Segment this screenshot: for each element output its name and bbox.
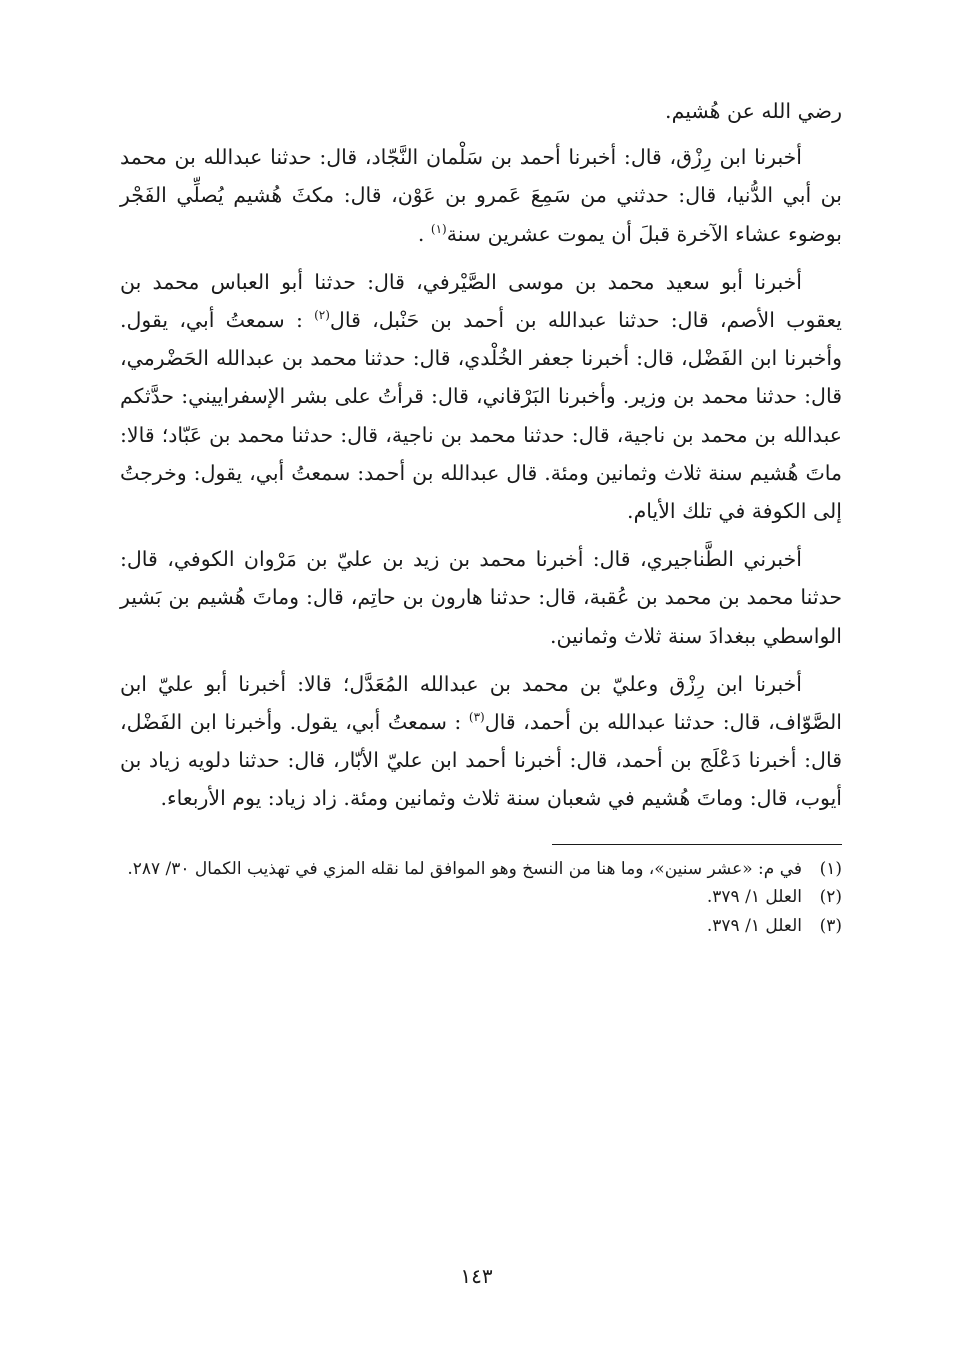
paragraph-text: أخبرنا ابن رِزْق، قال: أخبرنا أحمد بن سَلْمان النَّجّاد، قال: حدثنا عبدالله بن محمد بن أبي الدُّنيا، قال: حدثني من سَمِعَ عَمرو بن عَوْن، قال: مكثَ هُشيم يُصلِّي الفَجْر بوضوء عشاء الآخرة قبلَ أن يموت عشرين سنة <box>120 145 842 246</box>
footnote-divider <box>552 844 842 845</box>
paragraph-text-after: : سمعتُ أبي، يقول. وأخبرنا ابن الفَضْل، قال: أخبرنا دَعْلَج بن أحمد، قال: أخبرنا أحمد ابن عليّ الأبّار، قال: حدثنا دلويه زياد بن أيوب، قال: وماتَ هُشيم في شعبان سنة ثلاث وثمانين ومئة. زاد زياد: يوم الأربعاء. <box>120 710 842 811</box>
footnote-ref-3[interactable]: (٣) <box>468 710 485 725</box>
paragraph-text-after: : سمعتُ أبي، يقول. وأخبرنا ابن الفَضْل، قال: أخبرنا جعفر الخُلْدي، قال: حدثنا محمد بن عبدالله الحَضْرمي، قال: حدثنا محمد بن وزير. وأخبرنا البَرْقاني، قال: قرأتُ على بشر الإسفراييني: حدَّثكم عبدالله بن محمد بن ناجية، قال: حدثنا محمد بن ناجية، قال: حدثنا محمد بن عَبّاد؛ قالا: ماتَ هُشيم سنة ثلاث وثمانين ومئة. قال عبدالله بن أحمد: سمعتُ أبي، يقول: وخرجتُ إلى الكوفة في تلك الأيام. <box>120 308 842 524</box>
footnote-ref-2[interactable]: (٢) <box>314 308 330 323</box>
paragraph-text: أخبرني الطَّناجيري، قال: أخبرنا محمد بن زيد بن عليّ بن مَرْوان الكوفي، قال: حدثنا محمد بن محمد بن عُقبة، قال: حدثنا هارون بن حاتِم، قال: وماتَ هُشيم بن بَشير الواسطي ببغدادَ سنة ثلاث وثمانين. <box>120 547 842 648</box>
paragraph-text: أخبرنا أبو سعيد محمد بن موسى الصَّيْرفي، قال: حدثنا أبو العباس محمد بن يعقوب الأصم، قال: حدثنا عبدالله بن أحمد بن حَنْبل، قال <box>120 269 842 333</box>
paragraph-1 <box>120 138 842 253</box>
paragraph-3 <box>120 540 842 655</box>
footnote-text: في م: «عشر سنين»، وما هنا من النسخ وهو الموافق لما نقله المزي في تهذيب الكمال ٣٠/ ٢٨٧. <box>127 858 802 879</box>
footnote-text: العلل ١/ ٣٧٩. <box>706 915 802 936</box>
footnote-3 <box>120 914 842 940</box>
footnote-2 <box>120 885 842 911</box>
page-body <box>120 92 842 942</box>
footnote-text: العلل ١/ ٣٧٩. <box>706 887 802 908</box>
paragraph-4 <box>120 665 842 818</box>
paragraph-opening <box>120 92 842 130</box>
footnote-number: (٢) <box>819 887 842 908</box>
page-number: ١٤٣ <box>460 1264 493 1288</box>
footnotes-section <box>120 857 842 940</box>
footnote-number: (١) <box>819 858 842 879</box>
footnote-1 <box>120 857 842 883</box>
paragraph-text-after: . <box>417 221 431 246</box>
paragraph-text: رضي الله عن هُشيم. <box>665 99 842 123</box>
footnote-number: (٣) <box>819 915 842 936</box>
paragraph-text: أخبرنا ابن رِزْق وعليّ بن محمد بن عبدالله المُعَدَّل؛ قالا: أخبرنا أبو عليّ ابن الصَّوّاف، قال: حدثنا عبدالله بن أحمد، قال <box>120 671 842 735</box>
paragraph-2 <box>120 263 842 530</box>
footnote-ref-1[interactable]: (١) <box>430 221 447 236</box>
